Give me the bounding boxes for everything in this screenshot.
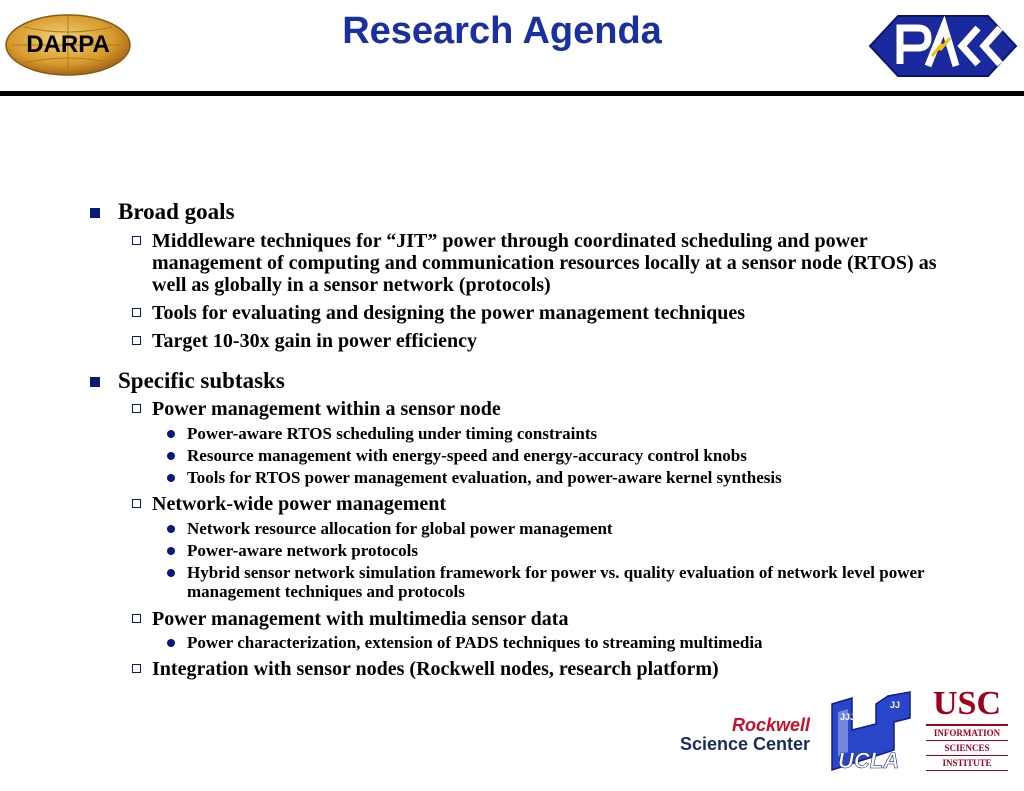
rockwell-logo xyxy=(640,716,810,754)
section-heading-broad-goals: Broad goals xyxy=(118,199,235,225)
header-divider xyxy=(0,91,1024,96)
sub-list-item: Network resource allocation for global power management xyxy=(187,519,947,538)
pacc-logo xyxy=(866,14,1020,78)
list-item: Network-wide power management xyxy=(152,493,942,515)
hollow-square-bullet-icon xyxy=(132,404,141,413)
round-bullet-icon xyxy=(167,474,175,482)
page-title: Research Agenda xyxy=(342,10,662,52)
usc-logo-line2: SCIENCES xyxy=(926,741,1008,756)
sub-list-item: Resource management with energy-speed and energy-accuracy control knobs xyxy=(187,446,947,465)
hollow-square-bullet-icon xyxy=(132,614,141,623)
square-bullet-icon xyxy=(90,208,100,218)
round-bullet-icon xyxy=(167,569,175,577)
hollow-square-bullet-icon xyxy=(132,664,141,673)
usc-logo-line3: INSTITUTE xyxy=(926,756,1008,771)
hollow-square-bullet-icon xyxy=(132,499,141,508)
rockwell-logo-line1: Rockwell xyxy=(731,715,810,735)
rockwell-logo-line2: Science Center xyxy=(679,734,810,754)
hollow-square-bullet-icon xyxy=(132,336,141,345)
usc-logo-line1: INFORMATION xyxy=(926,726,1008,741)
round-bullet-icon xyxy=(167,639,175,647)
ucla-logo-text: UCLA xyxy=(838,748,900,773)
sub-list-item: Power characterization, extension of PADS techniques to streaming multimedia xyxy=(187,633,947,652)
sub-list-item: Power-aware network protocols xyxy=(187,541,947,560)
hollow-square-bullet-icon xyxy=(132,236,141,245)
sub-list-item: Power-aware RTOS scheduling under timing constraints xyxy=(187,424,947,443)
round-bullet-icon xyxy=(167,452,175,460)
pacc-diamond-icon xyxy=(866,14,1020,78)
round-bullet-icon xyxy=(167,525,175,533)
list-item: Integration with sensor nodes (Rockwell nodes, research platform) xyxy=(152,658,942,680)
round-bullet-icon xyxy=(167,547,175,555)
sub-list-item: Hybrid sensor network simulation framework for power vs. quality evaluation of network level power management techniques and protocols xyxy=(187,563,947,601)
ucla-logo xyxy=(826,690,916,776)
list-item: Tools for evaluating and designing the power management techniques xyxy=(152,302,942,324)
usc-isi-logo xyxy=(926,684,1008,771)
usc-logo-text: USC xyxy=(926,684,1008,726)
svg-text:JJJ: JJJ xyxy=(840,712,856,722)
square-bullet-icon xyxy=(90,377,100,387)
list-item: Power management with multimedia sensor data xyxy=(152,608,942,630)
list-item: Target 10-30x gain in power efficiency xyxy=(152,330,942,352)
list-item: Power management within a sensor node xyxy=(152,398,942,420)
sub-list-item: Tools for RTOS power management evaluation, and power-aware kernel synthesis xyxy=(187,468,947,487)
list-item: Middleware techniques for “JIT” power through coordinated scheduling and power management of computing and communication resources locally at a sensor node (RTOS) as well as globally in a sensor network (protocols) xyxy=(152,230,942,296)
svg-text:JJ: JJ xyxy=(890,700,901,710)
hollow-square-bullet-icon xyxy=(132,308,141,317)
round-bullet-icon xyxy=(167,430,175,438)
section-heading-specific-subtasks: Specific subtasks xyxy=(118,368,285,394)
darpa-logo-text: DARPA xyxy=(26,31,110,58)
ucla-building-icon xyxy=(826,690,916,776)
